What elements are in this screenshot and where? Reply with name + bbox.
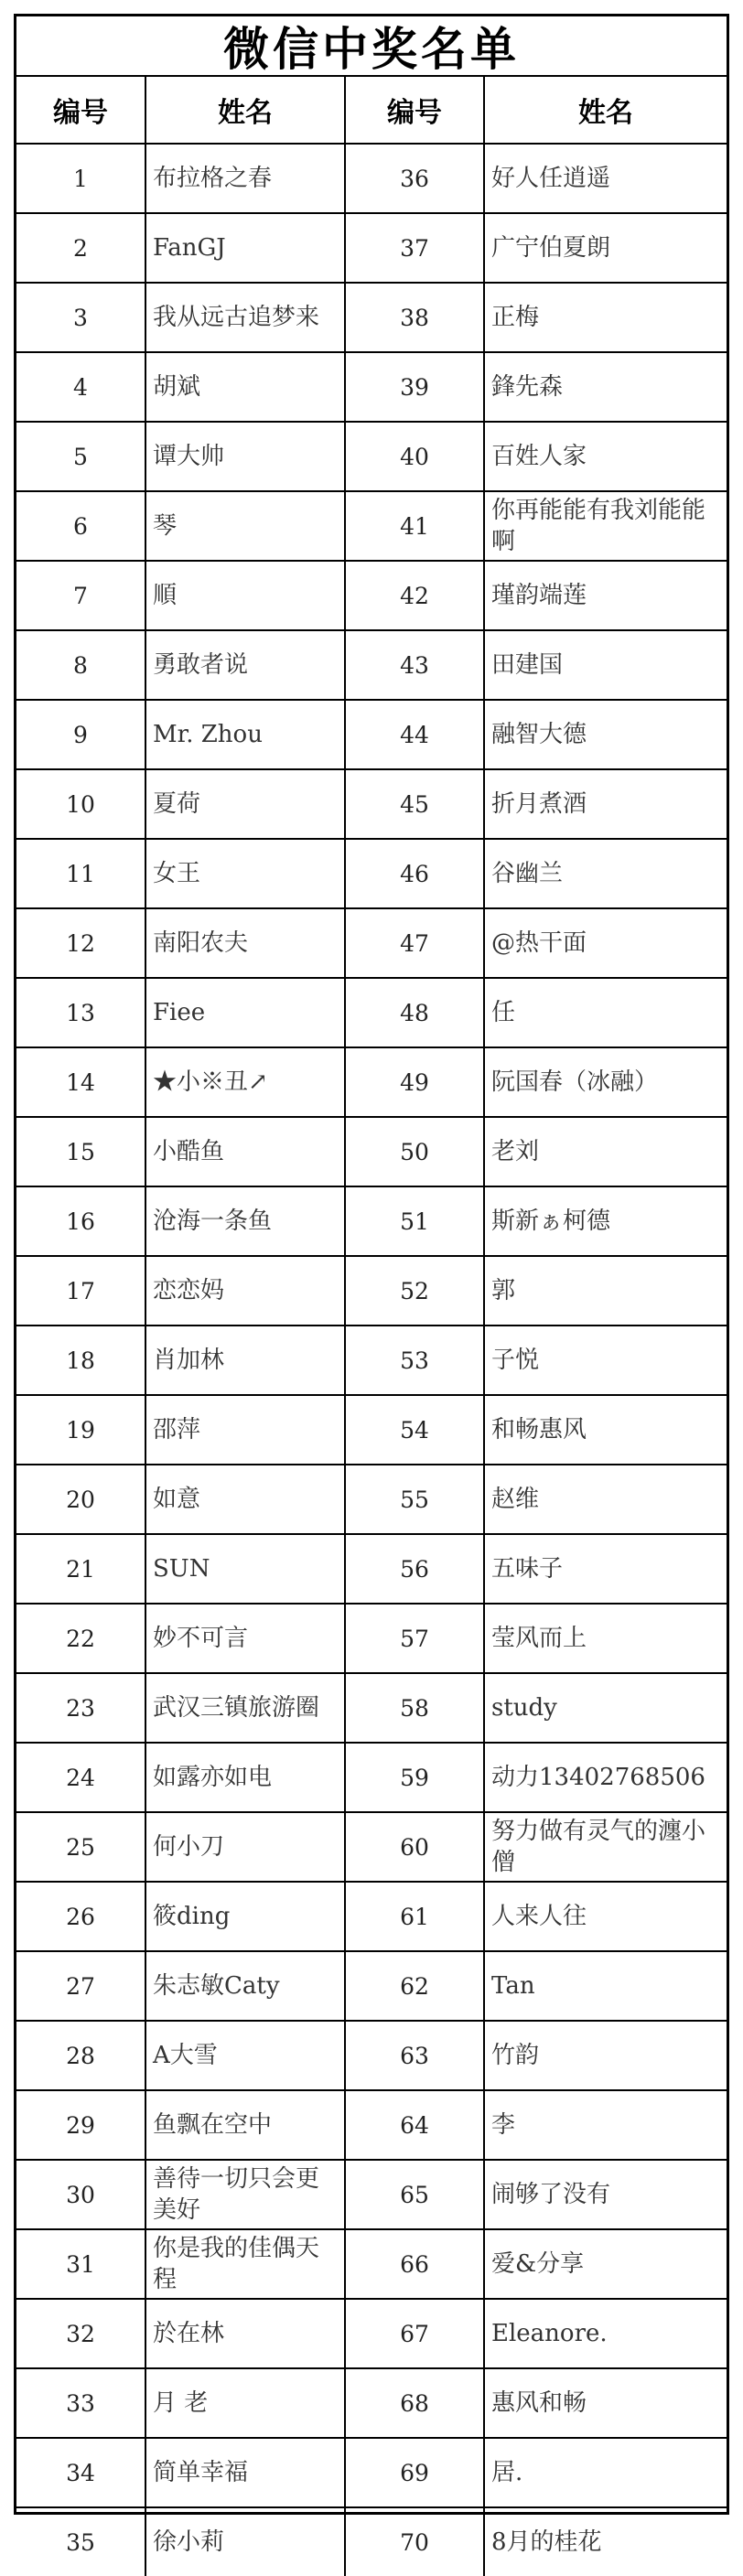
table-row <box>16 978 727 1047</box>
winner-name: 夏荷 <box>145 769 345 839</box>
winner-name: 好人任逍遥 <box>484 144 727 213</box>
winner-number: 18 <box>16 1326 145 1395</box>
winner-number: 16 <box>16 1186 145 1256</box>
winner-number: 54 <box>345 1395 484 1465</box>
winner-number: 67 <box>345 2299 484 2368</box>
winner-name: 鋒先森 <box>484 352 727 422</box>
winner-number: 3 <box>16 283 145 352</box>
winner-number: 53 <box>345 1326 484 1395</box>
winner-number: 15 <box>16 1117 145 1186</box>
winner-number: 52 <box>345 1256 484 1326</box>
winner-number: 12 <box>16 908 145 978</box>
winner-name: Eleanore. <box>484 2299 727 2368</box>
winner-name: 动力13402768506 <box>484 1743 727 1812</box>
winner-number: 10 <box>16 769 145 839</box>
winner-number: 4 <box>16 352 145 422</box>
winner-name: 莹风而上 <box>484 1604 727 1673</box>
winners-sheet <box>14 14 729 2556</box>
winner-number: 60 <box>345 1812 484 1882</box>
winner-number: 43 <box>345 630 484 700</box>
winner-name: 折月煮酒 <box>484 769 727 839</box>
winner-number: 2 <box>16 213 145 283</box>
winner-number: 70 <box>345 2507 484 2576</box>
winner-name: 融智大德 <box>484 700 727 769</box>
winner-name: 任 <box>484 978 727 1047</box>
winner-number: 47 <box>345 908 484 978</box>
table-row <box>16 769 727 839</box>
winner-name: 月 老 <box>145 2368 345 2438</box>
table-row <box>16 1326 727 1395</box>
winner-number: 59 <box>345 1743 484 1812</box>
table-row <box>16 2090 727 2160</box>
winner-number: 30 <box>16 2160 145 2229</box>
winner-name: 小酷鱼 <box>145 1117 345 1186</box>
winner-name: 如意 <box>145 1465 345 1534</box>
winner-name: SUN <box>145 1534 345 1604</box>
winner-name: 善待一切只会更美好 <box>145 2160 345 2229</box>
table-row <box>16 2021 727 2090</box>
winner-name: 女王 <box>145 839 345 908</box>
winner-name: 谭大帅 <box>145 422 345 491</box>
winner-name: 广宁伯夏朗 <box>484 213 727 283</box>
table-row <box>16 1673 727 1743</box>
table-row <box>16 491 727 561</box>
winner-name: @热干面 <box>484 908 727 978</box>
winner-number: 6 <box>16 491 145 561</box>
winner-name: 邵萍 <box>145 1395 345 1465</box>
table-row <box>16 283 727 352</box>
winner-name: 阮国春（冰融） <box>484 1047 727 1117</box>
winner-name: study <box>484 1673 727 1743</box>
winner-name: ★小※丑↗ <box>145 1047 345 1117</box>
header-row <box>16 77 727 144</box>
winner-name: 斯新ぁ柯德 <box>484 1186 727 1256</box>
winner-number: 46 <box>345 839 484 908</box>
winner-number: 27 <box>16 1951 145 2021</box>
table-row <box>16 1047 727 1117</box>
winner-number: 44 <box>345 700 484 769</box>
table-row <box>16 561 727 630</box>
winner-name: 筱ding <box>145 1882 345 1951</box>
winner-name: 努力做有灵气的瀍小僧 <box>484 1812 727 1882</box>
winner-name: 布拉格之春 <box>145 144 345 213</box>
table-row <box>16 1534 727 1604</box>
winner-number: 17 <box>16 1256 145 1326</box>
winner-number: 57 <box>345 1604 484 1673</box>
winner-number: 69 <box>345 2438 484 2507</box>
winner-name: A大雪 <box>145 2021 345 2090</box>
table-row <box>16 1812 727 1882</box>
winner-number: 48 <box>345 978 484 1047</box>
winner-number: 11 <box>16 839 145 908</box>
table-row <box>16 352 727 422</box>
winner-number: 22 <box>16 1604 145 1673</box>
winner-name: 沧海一条鱼 <box>145 1186 345 1256</box>
winner-number: 35 <box>16 2507 145 2576</box>
winner-number: 31 <box>16 2229 145 2299</box>
winner-name: 田建国 <box>484 630 727 700</box>
winner-name: 我从远古追梦来 <box>145 283 345 352</box>
winner-name: 谷幽兰 <box>484 839 727 908</box>
table-row <box>16 2368 727 2438</box>
table-row <box>16 1465 727 1534</box>
winner-number: 63 <box>345 2021 484 2090</box>
winner-number: 39 <box>345 352 484 422</box>
winner-name: 老刘 <box>484 1117 727 1186</box>
winner-number: 14 <box>16 1047 145 1117</box>
table-row <box>16 2299 727 2368</box>
winner-name: 你是我的佳偶天程 <box>145 2229 345 2299</box>
winner-name: FanGJ <box>145 213 345 283</box>
winner-name: 惠风和畅 <box>484 2368 727 2438</box>
winner-name: 你再能能有我刘能能啊 <box>484 491 727 561</box>
winner-name: 如露亦如电 <box>145 1743 345 1812</box>
winner-number: 68 <box>345 2368 484 2438</box>
winner-number: 8 <box>16 630 145 700</box>
winner-number: 9 <box>16 700 145 769</box>
table-row <box>16 2507 727 2576</box>
winner-number: 55 <box>345 1465 484 1534</box>
winner-name: 简单幸福 <box>145 2438 345 2507</box>
winner-name: 朱志敏Caty <box>145 1951 345 2021</box>
winner-number: 40 <box>345 422 484 491</box>
table-row <box>16 1743 727 1812</box>
winner-name: 肖加林 <box>145 1326 345 1395</box>
column-header-name: 姓名 <box>484 77 727 144</box>
winner-number: 49 <box>345 1047 484 1117</box>
winners-table <box>16 77 727 2576</box>
winner-name: 百姓人家 <box>484 422 727 491</box>
table-row <box>16 700 727 769</box>
winner-name: 郭 <box>484 1256 727 1326</box>
winner-name: Mr. Zhou <box>145 700 345 769</box>
winner-number: 64 <box>345 2090 484 2160</box>
winner-number: 20 <box>16 1465 145 1534</box>
winner-number: 25 <box>16 1812 145 1882</box>
winner-name: 恋恋妈 <box>145 1256 345 1326</box>
table-row <box>16 213 727 283</box>
winner-number: 21 <box>16 1534 145 1604</box>
winner-number: 61 <box>345 1882 484 1951</box>
column-header-number: 编号 <box>16 77 145 144</box>
table-row <box>16 1186 727 1256</box>
table-row <box>16 630 727 700</box>
winner-number: 38 <box>345 283 484 352</box>
winner-number: 5 <box>16 422 145 491</box>
winner-number: 34 <box>16 2438 145 2507</box>
winner-name: 勇敢者说 <box>145 630 345 700</box>
table-row <box>16 1951 727 2021</box>
table-row <box>16 1604 727 1673</box>
winner-name: 順 <box>145 561 345 630</box>
table-row <box>16 1256 727 1326</box>
winner-number: 56 <box>345 1534 484 1604</box>
winner-name: 南阳农夫 <box>145 908 345 978</box>
winner-name: 正梅 <box>484 283 727 352</box>
table-row <box>16 144 727 213</box>
winner-name: 何小刀 <box>145 1812 345 1882</box>
winner-name: 徐小莉 <box>145 2507 345 2576</box>
winner-number: 58 <box>345 1673 484 1743</box>
winner-name: 8月的桂花 <box>484 2507 727 2576</box>
winner-number: 32 <box>16 2299 145 2368</box>
winner-number: 37 <box>345 213 484 283</box>
winner-number: 36 <box>345 144 484 213</box>
winner-name: 李 <box>484 2090 727 2160</box>
winner-number: 41 <box>345 491 484 561</box>
winner-name: 闹够了没有 <box>484 2160 727 2229</box>
winner-number: 50 <box>345 1117 484 1186</box>
winner-number: 13 <box>16 978 145 1047</box>
winner-name: Fiee <box>145 978 345 1047</box>
winner-name: 爱&分享 <box>484 2229 727 2299</box>
winner-name: 鱼飘在空中 <box>145 2090 345 2160</box>
winner-number: 19 <box>16 1395 145 1465</box>
winner-number: 29 <box>16 2090 145 2160</box>
winner-number: 24 <box>16 1743 145 1812</box>
winner-number: 23 <box>16 1673 145 1743</box>
winner-name: 和畅惠风 <box>484 1395 727 1465</box>
winner-number: 7 <box>16 561 145 630</box>
winner-name: Tan <box>484 1951 727 2021</box>
winner-number: 51 <box>345 1186 484 1256</box>
page-title: 微信中奖名单 <box>16 16 727 77</box>
column-header-name: 姓名 <box>145 77 345 144</box>
table-row <box>16 422 727 491</box>
winner-number: 66 <box>345 2229 484 2299</box>
winner-name: 五味子 <box>484 1534 727 1604</box>
column-header-number: 编号 <box>345 77 484 144</box>
winner-number: 26 <box>16 1882 145 1951</box>
table-row <box>16 2229 727 2299</box>
winner-number: 1 <box>16 144 145 213</box>
table-row <box>16 1117 727 1186</box>
winner-name: 武汉三镇旅游圈 <box>145 1673 345 1743</box>
winner-name: 人来人往 <box>484 1882 727 1951</box>
winner-name: 琴 <box>145 491 345 561</box>
winner-number: 33 <box>16 2368 145 2438</box>
winner-name: 赵维 <box>484 1465 727 1534</box>
table-row <box>16 839 727 908</box>
table-row <box>16 2438 727 2507</box>
winner-number: 65 <box>345 2160 484 2229</box>
winner-name: 妙不可言 <box>145 1604 345 1673</box>
table-row <box>16 1395 727 1465</box>
winner-number: 62 <box>345 1951 484 2021</box>
winner-number: 45 <box>345 769 484 839</box>
winner-number: 42 <box>345 561 484 630</box>
table-row <box>16 1882 727 1951</box>
winner-name: 胡斌 <box>145 352 345 422</box>
winner-name: 瑾韵端莲 <box>484 561 727 630</box>
winner-name: 居. <box>484 2438 727 2507</box>
table-row <box>16 2160 727 2229</box>
winner-name: 竹韵 <box>484 2021 727 2090</box>
winner-name: 子悦 <box>484 1326 727 1395</box>
winner-number: 28 <box>16 2021 145 2090</box>
table-row <box>16 908 727 978</box>
winner-name: 於在林 <box>145 2299 345 2368</box>
